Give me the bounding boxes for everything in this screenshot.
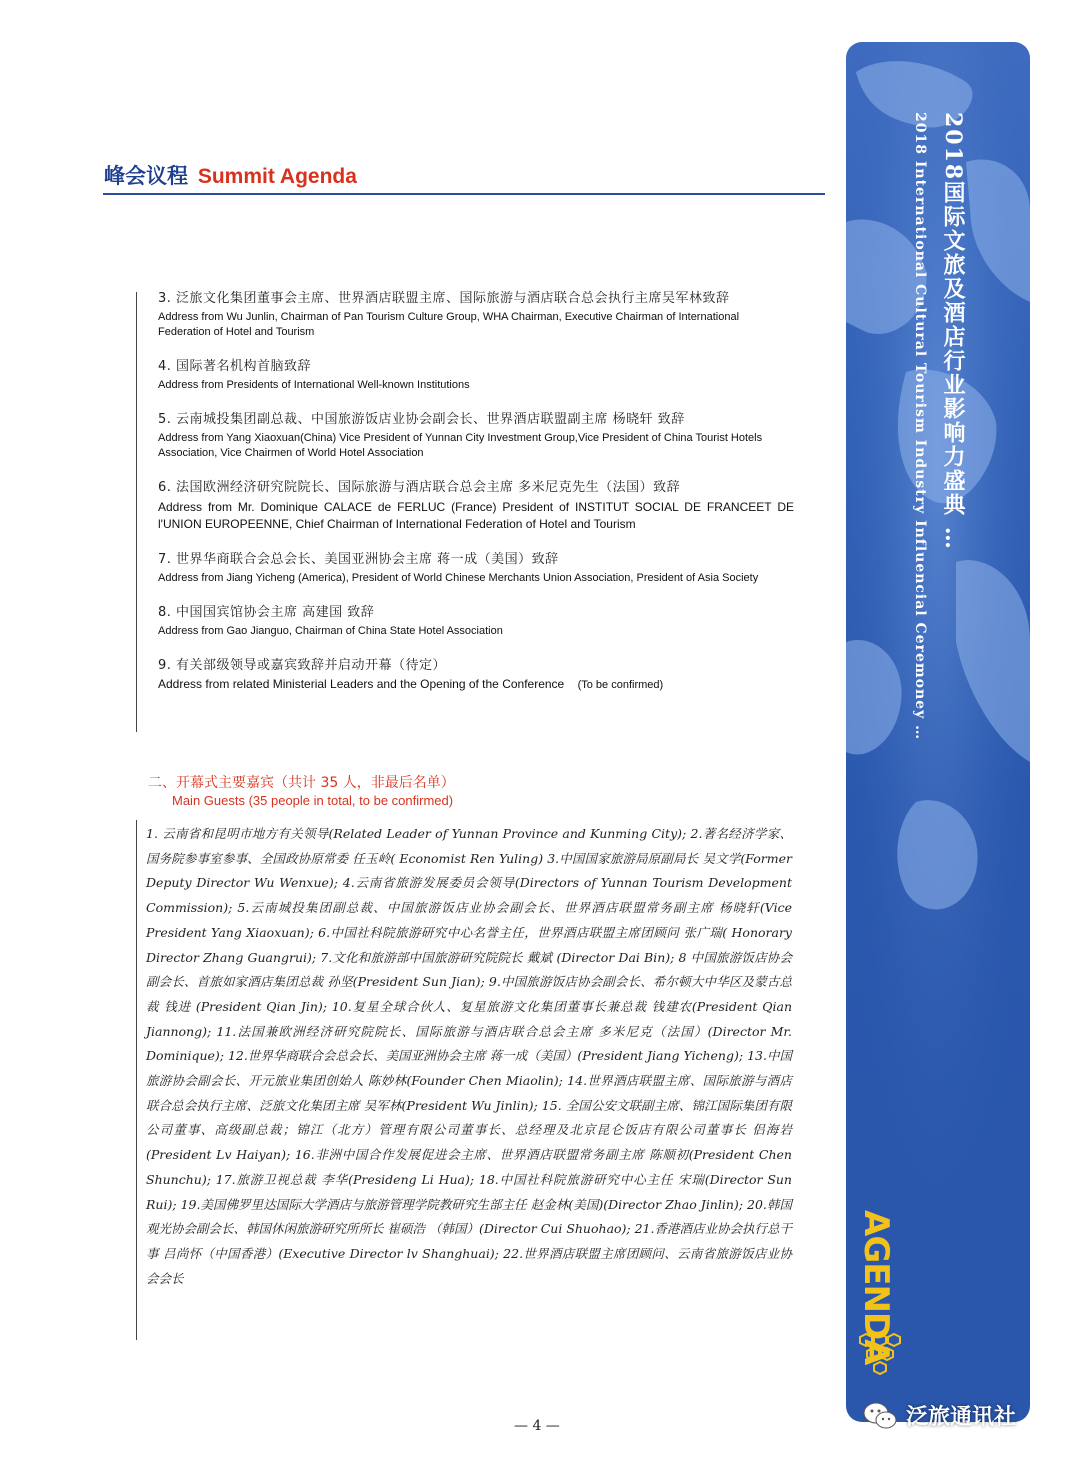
- agenda-item-5: [158, 411, 794, 461]
- page-number: — 4 —: [514, 1418, 560, 1434]
- agenda-item-en: Address from Mr. Dominique CALACE de FERLUC (France) President of INSTITUT SOCIAL DE FRANCEET DE l'UNION EUROPEENNE, Chief Chairman of International Federation of Hotel and Tourism: [158, 500, 794, 531]
- banner-title: [846, 112, 1030, 812]
- hexagon-pattern-icon: [858, 1332, 902, 1380]
- agenda-item-zh: 9. 有关部级领导或嘉宾致辞并启动开幕（待定）: [158, 658, 447, 673]
- agenda-item-en-text: Address from related Ministerial Leaders and the Opening of the Conference: [158, 677, 565, 691]
- agenda-item-3: [158, 290, 794, 340]
- guests-list: 1. 云南省和昆明市地方有关领导(Related Leader of Yunnan Province and Kunming City); 2.著名经济学家、国务院参事室参事、全国政协原常委 任玉岭( Economist Ren Yuling) 3.中国国家旅游局原副局长 吴文学(Former Deputy Director Wu Wenxue); 4.云南省旅游发展委员会领导(Directors of Yunnan Tourism Development Commission); 5.云南城投集团副总裁、中国旅游饭店业协会副会长、世界酒店联盟常务副主席 杨晓轩(Vice President Yang Xiaoxuan); 6.中国社科院旅游研究中心名誉主任，世界酒店联盟主席团顾问 张广瑞( Honorary Director Zhang Guangrui); 7.文化和旅游部中国旅游研究院院长 戴斌 (Director Dai Bin); 8 中国旅游饭店协会副会长、首旅如家酒店集团总裁 孙坚(President Sun Jian); 9.中国旅游饭店协会副会长、希尔顿大中华区及蒙古总裁 钱进 (President Qian Jin); 10.复星全球合伙人、复星旅游文化集团董事长兼总裁 钱建农(President Qian Jiannong); 11.法国兼欧洲经济研究院院长、国际旅游与酒店联合总会主席 多米尼克（法国）(Director Mr. Dominique); 12.世界华商联合会总会长、美国亚洲协会主席 蒋一成（美国）(President Jiang Yicheng); 13.中国旅游协会副会长、开元旅业集团创始人 陈妙林(Founder Chen Miaolin); 14.世界酒店联盟主席、国际旅游与酒店联合总会执行主席、泛旅文化集团主席 吴军林(President Wu Jinlin); 15. 全国公安文联副主席、锦江国际集团有限公司董事、高级副总裁；锦江（北方）管理有限公司董事长、总经理及北京昆仑饭店有限公司董事长 侣海岩 (President Lv Haiyan); 16.非洲中国合作发展促进会主席、世界酒店联盟常务副主席 陈顺初(President Chen Shunchu); 17.旅游卫视总裁 李华(Presideng Li Hua); 18.中国社科院旅游研究中心主任 宋瑞(Director Sun Rui); 19.美国佛罗里达国际大学酒店与旅游管理学院教研究生部主任 赵金林(美国)(Director Zhao Jinlin); 20.韩国观光协会副会长、韩国休闲旅游研究所所长 崔硕浩 （韩国）(Director Cui Shuohao); 21.香港酒店业协会执行总干事 吕尚怀（中国香港）(Executive Director lv Shanghuai); 22.世界酒店联盟主席团顾问、云南省旅游饭店业协会会长: [146, 826, 792, 1286]
- agenda-item-zh: 4. 国际著名机构首脑致辞: [158, 359, 312, 374]
- agenda-item-zh: 6. 法国欧洲经济研究院院长、国际旅游与酒店联合总会主席 多米尼克先生（法国）致辞: [158, 480, 681, 495]
- header-title-en: Summit Agenda: [197, 165, 357, 188]
- banner-title-en: 2018 International Cultural Tourism Industry Influencial Ceremoney …: [912, 112, 928, 741]
- watermark: [862, 1400, 1016, 1431]
- agenda-list: [158, 290, 794, 711]
- guests-margin-line: [136, 820, 137, 1340]
- agenda-item-7: [158, 551, 794, 586]
- agenda-item-zh: 8. 中国国宾馆协会主席 高建国 致辞: [158, 605, 375, 620]
- agenda-item-8: [158, 604, 794, 639]
- guests-title-en: Main Guests (35 people in total, to be confirmed): [172, 793, 454, 808]
- agenda-item-zh: 7. 世界华商联合会总会长、美国亚洲协会主席 蒋一成（美国）致辞: [158, 552, 559, 567]
- agenda-item-note: (To be confirmed): [577, 679, 664, 691]
- guests-section-title: [148, 772, 455, 808]
- guests-title-zh: 二、开幕式主要嘉宾（共计 35 人，非最后名单）: [148, 775, 455, 791]
- wechat-icon: [862, 1401, 898, 1431]
- agenda-item-en: Address from Wu Junlin, Chairman of Pan Tourism Culture Group, WHA Chairman, Executive Chairman of International Federation of Hotel and Tourism: [158, 311, 740, 338]
- agenda-logo-text: AGENDA: [856, 1210, 896, 1365]
- agenda-item-en: [158, 677, 794, 693]
- agenda-item-en: Address from Jiang Yicheng (America), President of World Chinese Merchants Union Association, President of Asia Society: [158, 572, 759, 584]
- agenda-logo: [856, 1210, 914, 1380]
- agenda-item-en: Address from Yang Xiaoxuan(China) Vice President of Yunnan City Investment Group,Vice President of China Tourist Hotels Association, Vice Chairmen of World Hotel Association: [158, 432, 763, 459]
- agenda-item-6: [158, 479, 794, 533]
- watermark-text: 泛旅通讯社: [906, 1405, 1017, 1430]
- agenda-item-4: [158, 358, 794, 393]
- banner-title-cn: 2018国际文旅及酒店行业影响力盛典 …: [940, 112, 966, 551]
- header-title-zh: 峰会议程: [104, 165, 188, 188]
- header-divider: [103, 193, 825, 195]
- agenda-item-en: Address from Presidents of International Well-known Institutions: [158, 379, 470, 391]
- agenda-margin-line: [136, 292, 137, 732]
- agenda-item-zh: 5. 云南城投集团副总裁、中国旅游饭店业协会副会长、世界酒店联盟副主席 杨晓轩 致辞: [158, 412, 685, 427]
- agenda-item-en: Address from Gao Jianguo, Chairman of China State Hotel Association: [158, 625, 503, 637]
- agenda-item-zh: 3. 泛旅文化集团董事会主席、世界酒店联盟主席、国际旅游与酒店联合总会执行主席吴军林致辞: [158, 291, 730, 306]
- agenda-item-9: [158, 657, 794, 693]
- page-header: [104, 160, 357, 190]
